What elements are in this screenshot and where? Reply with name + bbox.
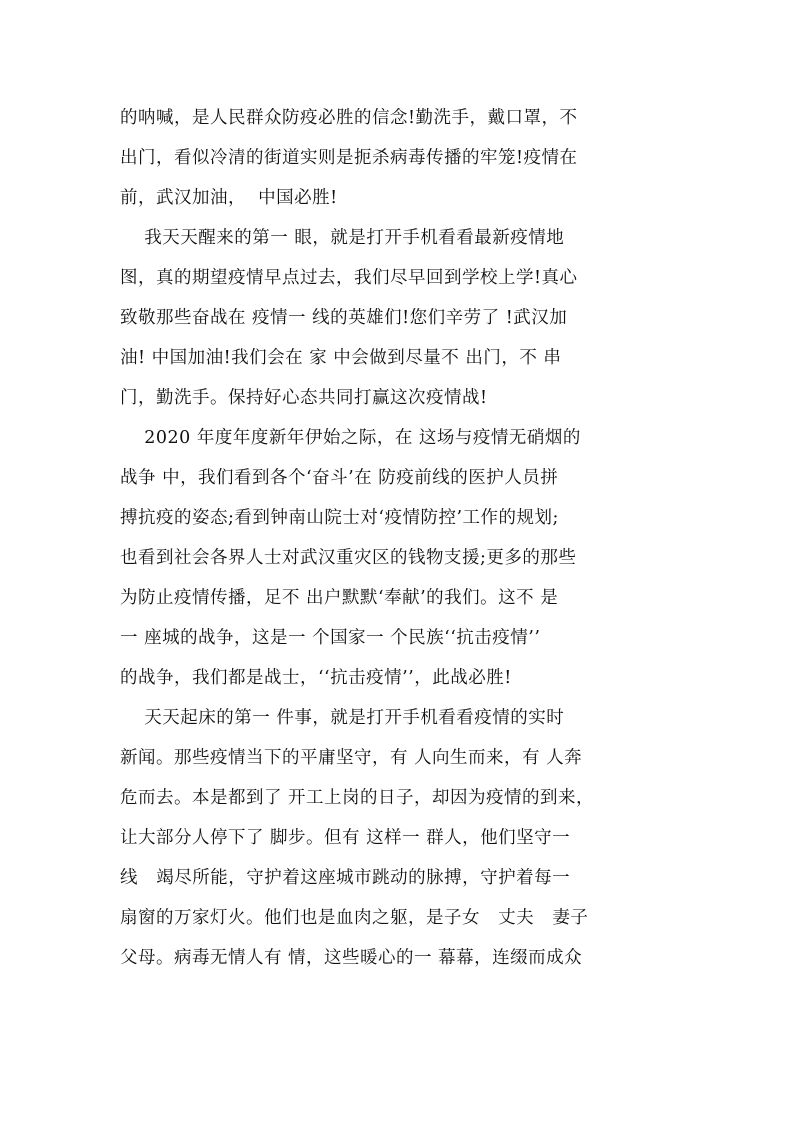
text-line: 危而去。本是都到了 开工上岗的日子，却因为疫情的到来，	[120, 788, 595, 808]
text-line: 一 座城的战争，这是一 个国家一 个民族‘‘抗击疫情’’	[120, 628, 541, 648]
text-line: 天天起床的第一 件事，就是打开手机看看疫情的实时	[120, 708, 565, 728]
text-line: 出门，看似冷清的街道实则是扼杀病毒传播的牢笼!疫情在	[120, 148, 578, 168]
text-line: 扇窗的万家灯火。他们也是血肉之躯，是子女 丈夫 妻子	[120, 908, 589, 928]
text-line: 门，勤洗手。保持好心态共同打赢这次疫情战!	[120, 388, 488, 408]
text-line: 前，武汉加油， 中国必胜!	[120, 188, 338, 208]
text-line: 让大部分人停下了 脚步。但有 这样一 群人，他们坚守一	[120, 828, 571, 848]
text-line: 图，真的期望疫情早点过去，我们尽早回到学校上学!真心	[120, 268, 578, 288]
text-line: 为防止疫情传播，足不 出户默默‘奉献’的我们。这不 是	[120, 588, 559, 608]
text-line: 父母。病毒无情人有 情，这些暖心的一 幕幕，连缀而成众	[120, 948, 583, 968]
text-line: 的呐喊，是人民群众防疫必胜的信念!勤洗手，戴口罩，不	[120, 108, 578, 128]
text-line: 我天天醒来的第一 眼，就是打开手机看看最新疫情地	[120, 228, 565, 248]
text-line: 的战争，我们都是战士，‘‘抗击疫情’’，此战必胜!	[120, 668, 512, 688]
body-text	[120, 98, 680, 978]
text-line: 致敬那些奋战在 疫情一 线的英雄们!您们辛劳了 !武汉加	[120, 308, 568, 328]
text-line: 油! 中国加油!我们会在 家 中会做到尽量不 出门，不 串	[120, 348, 562, 368]
text-line: 搏抗疫的姿态;看到钟南山院士对‘疫情防控’工作的规划;	[120, 508, 559, 528]
text-line: 也看到社会各界人士对武汉重灾区的钱物支援;更多的那些	[120, 548, 577, 568]
text-line: 线 竭尽所能，守护着这座城市跳动的脉搏，守护着每一	[120, 868, 571, 888]
text-line: 战争 中，我们看到各个‘奋斗’在 防疫前线的医护人员拼	[120, 468, 559, 488]
text-line: 2020 年度年度新年伊始之际，在 这场与疫情无硝烟的	[120, 428, 581, 448]
text-line: 新闻。那些疫情当下的平庸坚守，有 人向生而来，有 人奔	[120, 748, 583, 768]
